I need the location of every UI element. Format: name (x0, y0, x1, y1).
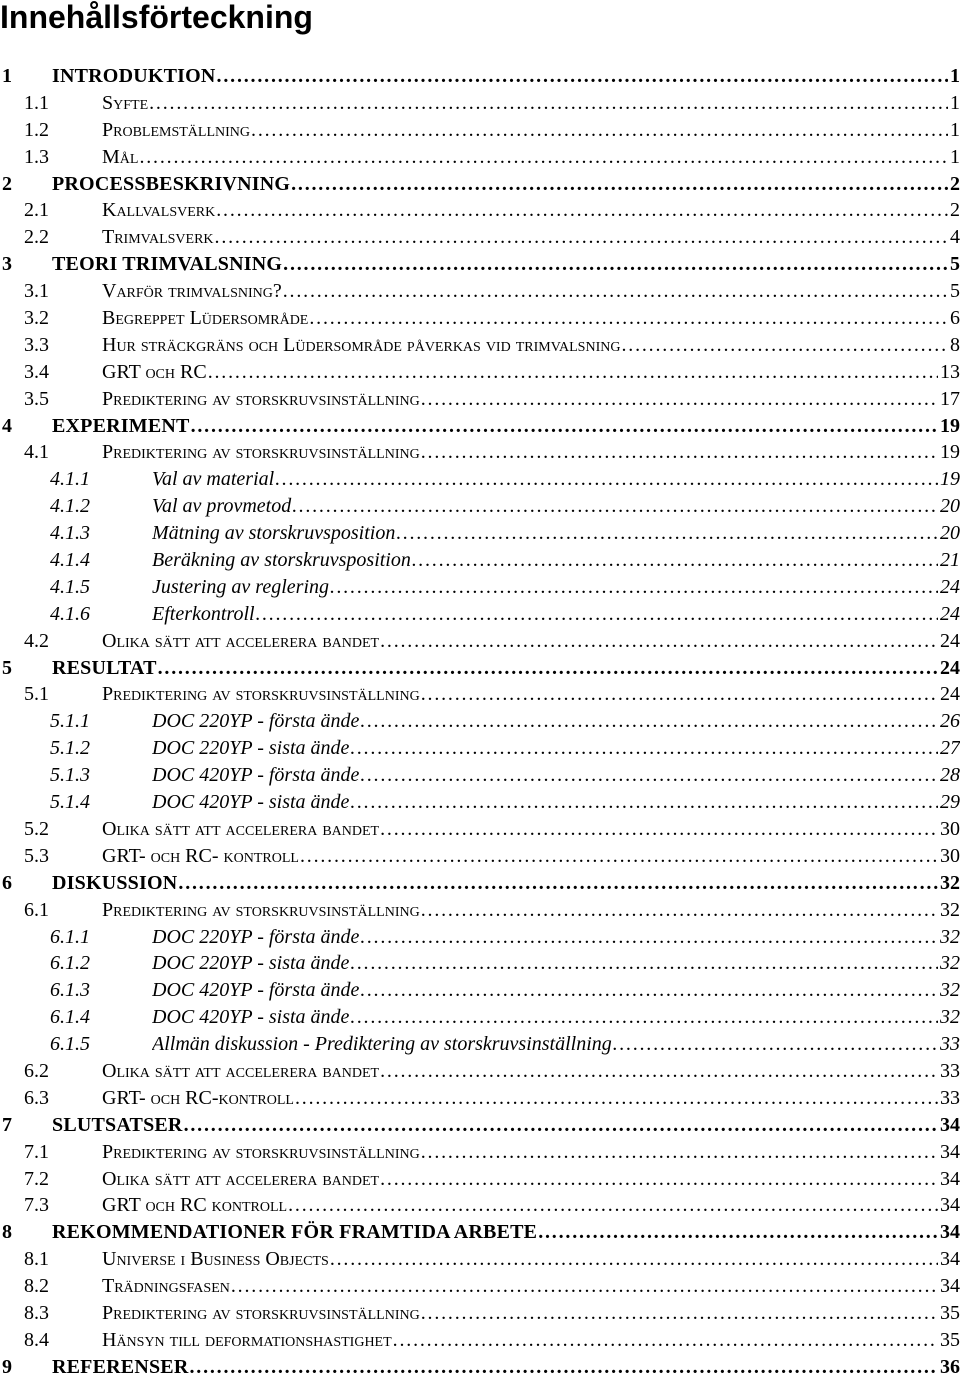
toc-entry-body (102, 843, 960, 870)
dot-leader (294, 1085, 938, 1112)
toc-entry-title: Olika sätt att accelerera bandet (102, 1059, 380, 1082)
toc-entry-page: 24 (940, 602, 960, 625)
toc-entry-title: GRT- och RC- kontroll (102, 844, 299, 867)
toc-entry-number: 9 (2, 1355, 12, 1378)
toc-entry-number: 1 (2, 65, 12, 87)
toc-entry-body (152, 547, 960, 574)
toc-entry-number: 8.4 (24, 1328, 49, 1351)
toc-entry-title: Varför trimvalsning? (102, 280, 282, 303)
toc-entry-title: Beräkning av storskruvsposition (152, 549, 411, 572)
toc-entry-number: 8 (2, 1221, 12, 1244)
toc-entry-number: 2.2 (24, 226, 49, 249)
toc-entry-page: 13 (940, 360, 960, 383)
page-title: Innehållsförteckning (0, 0, 313, 35)
toc-entry[interactable] (0, 359, 960, 386)
toc-entry-number: 2 (2, 172, 12, 195)
dot-leader (620, 332, 948, 359)
dot-leader (287, 1192, 938, 1219)
toc-entry-number: 4.1 (24, 441, 49, 464)
toc-entry-page: 5 (950, 253, 960, 276)
dot-leader (392, 1327, 938, 1354)
toc-entry-page: 17 (940, 387, 960, 410)
toc-entry-page: 32 (940, 952, 960, 975)
toc-entry-body (102, 1085, 960, 1112)
toc-entry-page: 19 (940, 468, 960, 491)
dot-leader (359, 924, 938, 951)
toc-entry-body (152, 601, 960, 628)
toc-entry-page: 8 (950, 333, 960, 356)
toc-entry-page: 4 (950, 226, 960, 249)
toc-entry-body (152, 1031, 960, 1058)
toc-entry-number: 5.1 (24, 683, 49, 706)
dot-leader (349, 1004, 938, 1031)
toc-entry-body (152, 789, 960, 816)
toc-entry-title: EXPERIMENT (52, 414, 190, 437)
toc-entry-number: 3.1 (24, 280, 49, 303)
toc-entry-page: 30 (940, 844, 960, 867)
toc-entry-number: 4.1.2 (50, 495, 90, 518)
toc-entry[interactable] (0, 655, 960, 682)
dot-leader (612, 1031, 938, 1058)
toc-entry[interactable] (0, 466, 960, 493)
dot-leader (379, 816, 938, 843)
toc-entry[interactable] (0, 843, 960, 870)
dot-leader (214, 224, 948, 251)
dot-leader (420, 1300, 938, 1327)
toc-entry[interactable] (0, 520, 960, 547)
dot-leader (183, 1112, 938, 1139)
toc-entry-body (102, 681, 960, 708)
dot-leader (329, 574, 938, 601)
toc-entry-title: Prediktering av storskruvsinställning (102, 1301, 420, 1324)
toc-entry-number: 3 (2, 253, 12, 276)
toc-entry-page: 35 (940, 1301, 960, 1324)
toc-entry-number: 8.3 (24, 1301, 49, 1324)
toc-entry-body (102, 628, 960, 655)
toc-entry[interactable] (0, 1112, 960, 1139)
toc-entry-body (152, 735, 960, 762)
toc-entry-body (152, 574, 960, 601)
toc-entry[interactable] (0, 1085, 960, 1112)
toc-entry-number: 3.3 (24, 333, 49, 356)
toc-entry-number: 4.1.5 (50, 575, 90, 598)
toc-entry-title: INTRODUKTION (52, 65, 216, 87)
toc-entry-number: 4.1.3 (50, 522, 90, 545)
toc-entry-body (102, 1327, 960, 1354)
toc-entry-title: Prediktering av storskruvsinställning (102, 898, 420, 921)
toc-entry[interactable] (0, 762, 960, 789)
toc-entry-page: 33 (940, 1033, 960, 1056)
toc-entry-title: DOC 220YP - sista ände (152, 952, 350, 975)
toc-entry-number: 1.1 (24, 91, 49, 114)
toc-entry-title: GRT och RC (102, 360, 207, 383)
toc-entry-title: REFERENSER (52, 1355, 189, 1378)
toc-entry-title: DOC 420YP - första ände (152, 979, 360, 1002)
toc-entry[interactable] (0, 197, 960, 224)
toc-entry-body (152, 708, 960, 735)
toc-entry-body (52, 1112, 960, 1139)
toc-entry-page: 34 (940, 1113, 960, 1136)
toc-entry-page: 32 (940, 979, 960, 1002)
dot-leader (190, 413, 938, 440)
toc-entry-number: 4.1.6 (50, 602, 90, 625)
toc-entry-page: 24 (940, 683, 960, 706)
toc-entry-number: 3.4 (24, 360, 49, 383)
toc-entry-number: 6.3 (24, 1086, 49, 1109)
toc-entry-body (102, 359, 960, 386)
toc-entry-page: 19 (940, 441, 960, 464)
toc-entry-number: 3.2 (24, 307, 49, 330)
toc-entry-page: 32 (940, 1006, 960, 1029)
toc-entry-title: DOC 420YP - första ände (152, 764, 360, 787)
toc-entry[interactable] (0, 1273, 960, 1300)
toc-entry-title: Hänsyn till deformationshastighet (102, 1328, 392, 1351)
toc-entry-number: 3.5 (24, 387, 49, 410)
toc-entry-title: SLUTSATSER (52, 1113, 183, 1136)
toc-entry-title: DOC 220YP - sista ände (152, 737, 350, 760)
toc-entry[interactable] (0, 251, 960, 278)
dot-leader (329, 1246, 938, 1273)
dot-leader (282, 251, 948, 278)
toc-entry[interactable] (0, 547, 960, 574)
toc-entry-title: Prediktering av storskruvsinställning (102, 683, 420, 706)
dot-leader (379, 628, 938, 655)
toc-entry[interactable] (0, 816, 960, 843)
toc-entry[interactable] (0, 1139, 960, 1166)
toc-entry[interactable] (0, 439, 960, 466)
dot-leader (349, 735, 938, 762)
toc-entry-page: 24 (940, 629, 960, 652)
toc-entry-page: 34 (940, 1167, 960, 1190)
toc-entry-page: 30 (940, 817, 960, 840)
toc-entry[interactable] (0, 1300, 960, 1327)
toc-entry-number: 5.1.1 (50, 710, 90, 733)
toc-entry[interactable] (0, 144, 960, 171)
toc-entry-number: 1.3 (24, 145, 49, 168)
toc-entry[interactable] (0, 1004, 960, 1031)
toc-entry-body (152, 466, 960, 493)
toc-entry-number: 5.1.3 (50, 764, 90, 787)
toc-entry-number: 6.1.1 (50, 925, 90, 948)
toc-entry-number: 1.2 (24, 118, 49, 141)
dot-leader (379, 1058, 938, 1085)
toc-entry-title: REKOMMENDATIONER FÖR FRAMTIDA ARBETE (52, 1221, 538, 1244)
toc-entry-page: 24 (940, 575, 960, 598)
toc-entry-title: TEORI TRIMVALSNING (52, 253, 283, 276)
toc-entry-page: 24 (940, 656, 960, 679)
dot-leader (290, 171, 948, 198)
dot-leader (148, 90, 948, 117)
toc-entry-number: 4.1.1 (50, 468, 90, 491)
toc-entry-body (152, 762, 960, 789)
toc-entry-body (102, 224, 960, 251)
dot-leader (207, 359, 938, 386)
toc-entry-number: 6.1.4 (50, 1006, 90, 1029)
toc-entry-number: 6.1.2 (50, 952, 90, 975)
toc-entry-page: 1 (950, 91, 960, 114)
toc-entry-title: Val av material (152, 468, 275, 491)
toc-entry-title: Trädningsfasen (102, 1275, 230, 1298)
toc-entry-title: Olika sätt att accelerera bandet (102, 817, 380, 840)
toc-entry[interactable] (0, 493, 960, 520)
table-of-contents (0, 63, 960, 1381)
toc-entry-title: DOC 420YP - sista ände (152, 1006, 350, 1029)
toc-entry-body (102, 332, 960, 359)
toc-entry-title: Efterkontroll (152, 602, 255, 625)
toc-entry-title: Allmän diskussion - Prediktering av storskruvsinställning (152, 1033, 612, 1056)
toc-entry-number: 8.1 (24, 1248, 49, 1271)
toc-entry-body (52, 1219, 960, 1246)
toc-entry-body (102, 278, 960, 305)
dot-leader (379, 1166, 938, 1193)
dot-leader (216, 63, 948, 90)
toc-entry-page: 33 (940, 1086, 960, 1109)
toc-entry[interactable] (0, 63, 960, 90)
dot-leader (411, 547, 938, 574)
dot-leader (177, 870, 938, 897)
toc-entry-title: DOC 220YP - första ände (152, 710, 360, 733)
toc-entry-page: 20 (940, 495, 960, 518)
toc-entry-page: 36 (940, 1355, 960, 1378)
dot-leader (250, 117, 948, 144)
toc-entry-title: Prediktering av storskruvsinställning (102, 441, 420, 464)
toc-entry-title: Kallvalsverk (102, 199, 216, 222)
toc-entry-title: Mätning av storskruvsposition (152, 522, 396, 545)
toc-entry-number: 8.2 (24, 1275, 49, 1298)
toc-entry-page: 34 (940, 1140, 960, 1163)
dot-leader (215, 197, 948, 224)
toc-entry-body (52, 655, 960, 682)
toc-entry[interactable] (0, 870, 960, 897)
toc-entry-body (102, 90, 960, 117)
toc-entry-number: 4.2 (24, 629, 49, 652)
toc-entry-page: 20 (940, 522, 960, 545)
toc-entry[interactable] (0, 117, 960, 144)
toc-entry-body (152, 1004, 960, 1031)
toc-entry-title: Mål (102, 145, 139, 168)
toc-entry-title: Olika sätt att accelerera bandet (102, 629, 380, 652)
toc-entry-page: 34 (940, 1275, 960, 1298)
toc-entry-number: 5.1.4 (50, 791, 90, 814)
toc-entry[interactable] (0, 708, 960, 735)
toc-entry-page: 6 (950, 307, 960, 330)
toc-entry-page: 26 (940, 710, 960, 733)
toc-entry-body (52, 1354, 960, 1381)
toc-entry[interactable] (0, 1354, 960, 1381)
toc-entry-number: 6 (2, 871, 12, 894)
toc-entry[interactable] (0, 332, 960, 359)
toc-entry-title: DOC 220YP - första ände (152, 925, 360, 948)
toc-entry[interactable] (0, 413, 960, 440)
toc-entry-body (102, 1166, 960, 1193)
toc-entry-title: Hur sträckgräns och Lüdersområde påverkas vid trimvalsning (102, 333, 621, 356)
toc-entry-title: Syfte (102, 91, 149, 114)
toc-entry[interactable] (0, 278, 960, 305)
toc-entry-body (102, 1192, 960, 1219)
toc-entry[interactable] (0, 681, 960, 708)
toc-entry[interactable] (0, 305, 960, 332)
toc-entry-number: 6.2 (24, 1059, 49, 1082)
dot-leader (138, 144, 948, 171)
toc-entry[interactable] (0, 789, 960, 816)
toc-entry[interactable] (0, 90, 960, 117)
dot-leader (359, 977, 938, 1004)
toc-entry-number: 7.3 (24, 1194, 49, 1217)
toc-entry-page: 1 (950, 145, 960, 168)
toc-entry-page: 35 (940, 1328, 960, 1351)
toc-entry-title: Val av provmetod (152, 495, 292, 518)
toc-entry-number: 7 (2, 1113, 12, 1136)
toc-entry-page: 34 (940, 1248, 960, 1271)
toc-entry-page: 34 (940, 1221, 960, 1244)
toc-entry-body (102, 1246, 960, 1273)
toc-entry-page: 33 (940, 1059, 960, 1082)
dot-leader (255, 601, 938, 628)
toc-entry-number: 4 (2, 414, 12, 437)
toc-entry-body (102, 1058, 960, 1085)
toc-entry-body (102, 305, 960, 332)
dot-leader (537, 1219, 938, 1246)
dot-leader (188, 1354, 938, 1381)
toc-entry-body (102, 1139, 960, 1166)
toc-entry-page: 32 (940, 871, 960, 894)
dot-leader (420, 681, 938, 708)
toc-entry[interactable] (0, 1058, 960, 1085)
dot-leader (349, 950, 938, 977)
toc-entry-body (52, 251, 960, 278)
toc-entry-number: 5 (2, 656, 12, 679)
toc-entry-number: 4.1.4 (50, 549, 90, 572)
toc-entry-number: 7.1 (24, 1140, 49, 1163)
toc-entry-page: 19 (940, 414, 960, 437)
dot-leader (299, 843, 938, 870)
toc-entry[interactable] (0, 1246, 960, 1273)
toc-entry-page: 32 (940, 898, 960, 921)
dot-leader (359, 708, 938, 735)
toc-entry-body (152, 950, 960, 977)
toc-entry[interactable] (0, 1166, 960, 1193)
toc-entry-body (52, 870, 960, 897)
toc-entry-page: 27 (940, 737, 960, 760)
toc-entry-page: 28 (940, 764, 960, 787)
toc-entry-body (52, 63, 960, 90)
toc-entry[interactable] (0, 628, 960, 655)
toc-entry-title: Begreppet Lüdersområde (102, 307, 309, 330)
toc-entry[interactable] (0, 924, 960, 951)
toc-entry-page: 2 (950, 172, 960, 195)
toc-entry[interactable] (0, 977, 960, 1004)
toc-entry-body (152, 977, 960, 1004)
toc-entry-page: 2 (950, 199, 960, 222)
dot-leader (395, 520, 938, 547)
toc-entry-title: Trimvalsverk (102, 226, 214, 249)
toc-entry[interactable] (0, 1192, 960, 1219)
toc-entry-title: Problemställning (102, 118, 251, 141)
toc-entry-number: 5.3 (24, 844, 49, 867)
toc-entry-body (152, 493, 960, 520)
toc-entry-body (52, 171, 960, 198)
toc-entry-body (152, 520, 960, 547)
dot-leader (308, 305, 948, 332)
toc-entry-page: 5 (950, 280, 960, 303)
toc-entry-title: DISKUSSION (52, 871, 178, 894)
toc-entry-title: DOC 420YP - sista ände (152, 791, 350, 814)
toc-entry-title: GRT- och RC-kontroll (102, 1086, 294, 1109)
toc-entry-number: 5.2 (24, 817, 49, 840)
toc-entry-page: 34 (940, 1194, 960, 1217)
toc-entry[interactable] (0, 171, 960, 198)
dot-leader (291, 493, 938, 520)
toc-entry-page: 1 (950, 118, 960, 141)
toc-entry-number: 6.1.5 (50, 1033, 90, 1056)
toc-entry-body (102, 816, 960, 843)
toc-entry[interactable] (0, 1327, 960, 1354)
toc-entry-body (102, 1300, 960, 1327)
toc-entry-body (52, 413, 960, 440)
toc-entry-title: Olika sätt att accelerera bandet (102, 1167, 380, 1190)
dot-leader (420, 386, 938, 413)
toc-entry-body (102, 1273, 960, 1300)
toc-entry-title: Prediktering av storskruvsinställning (102, 387, 420, 410)
dot-leader (359, 762, 938, 789)
toc-entry-body (102, 197, 960, 224)
toc-entry[interactable] (0, 897, 960, 924)
toc-entry[interactable] (0, 950, 960, 977)
toc-entry-body (102, 144, 960, 171)
dot-leader (157, 655, 938, 682)
toc-entry-page: 21 (940, 549, 960, 572)
toc-entry[interactable] (0, 601, 960, 628)
toc-entry-page: 32 (940, 925, 960, 948)
dot-leader (420, 1139, 938, 1166)
toc-entry-body (102, 897, 960, 924)
toc-entry[interactable] (0, 1219, 960, 1246)
toc-entry-body (102, 386, 960, 413)
toc-entry-number: 2.1 (24, 199, 49, 222)
dot-leader (349, 789, 938, 816)
toc-entry-page: 29 (940, 791, 960, 814)
toc-entry-number: 6.1.3 (50, 979, 90, 1002)
toc-entry-number: 7.2 (24, 1167, 49, 1190)
toc-entry[interactable] (0, 1031, 960, 1058)
dot-leader (230, 1273, 938, 1300)
toc-entry-title: PROCESSBESKRIVNING (52, 172, 291, 195)
toc-entry-body (152, 924, 960, 951)
toc-entry-number: 5.1.2 (50, 737, 90, 760)
toc-entry-body (102, 439, 960, 466)
toc-entry-body (102, 117, 960, 144)
toc-entry[interactable] (0, 224, 960, 251)
dot-leader (274, 466, 938, 493)
toc-entry-title: Universe i Business Objects (102, 1248, 329, 1271)
toc-entry-title: Justering av reglering (152, 575, 330, 598)
toc-entry-title: RESULTAT (52, 656, 157, 679)
toc-entry-page: 1 (950, 65, 960, 87)
toc-entry-title: Prediktering av storskruvsinställning (102, 1140, 420, 1163)
toc-entry[interactable] (0, 735, 960, 762)
toc-entry[interactable] (0, 386, 960, 413)
dot-leader (420, 439, 938, 466)
toc-entry-number: 6.1 (24, 898, 49, 921)
toc-entry[interactable] (0, 574, 960, 601)
toc-entry-title: GRT och RC kontroll (102, 1194, 288, 1217)
dot-leader (420, 897, 938, 924)
dot-leader (282, 278, 948, 305)
